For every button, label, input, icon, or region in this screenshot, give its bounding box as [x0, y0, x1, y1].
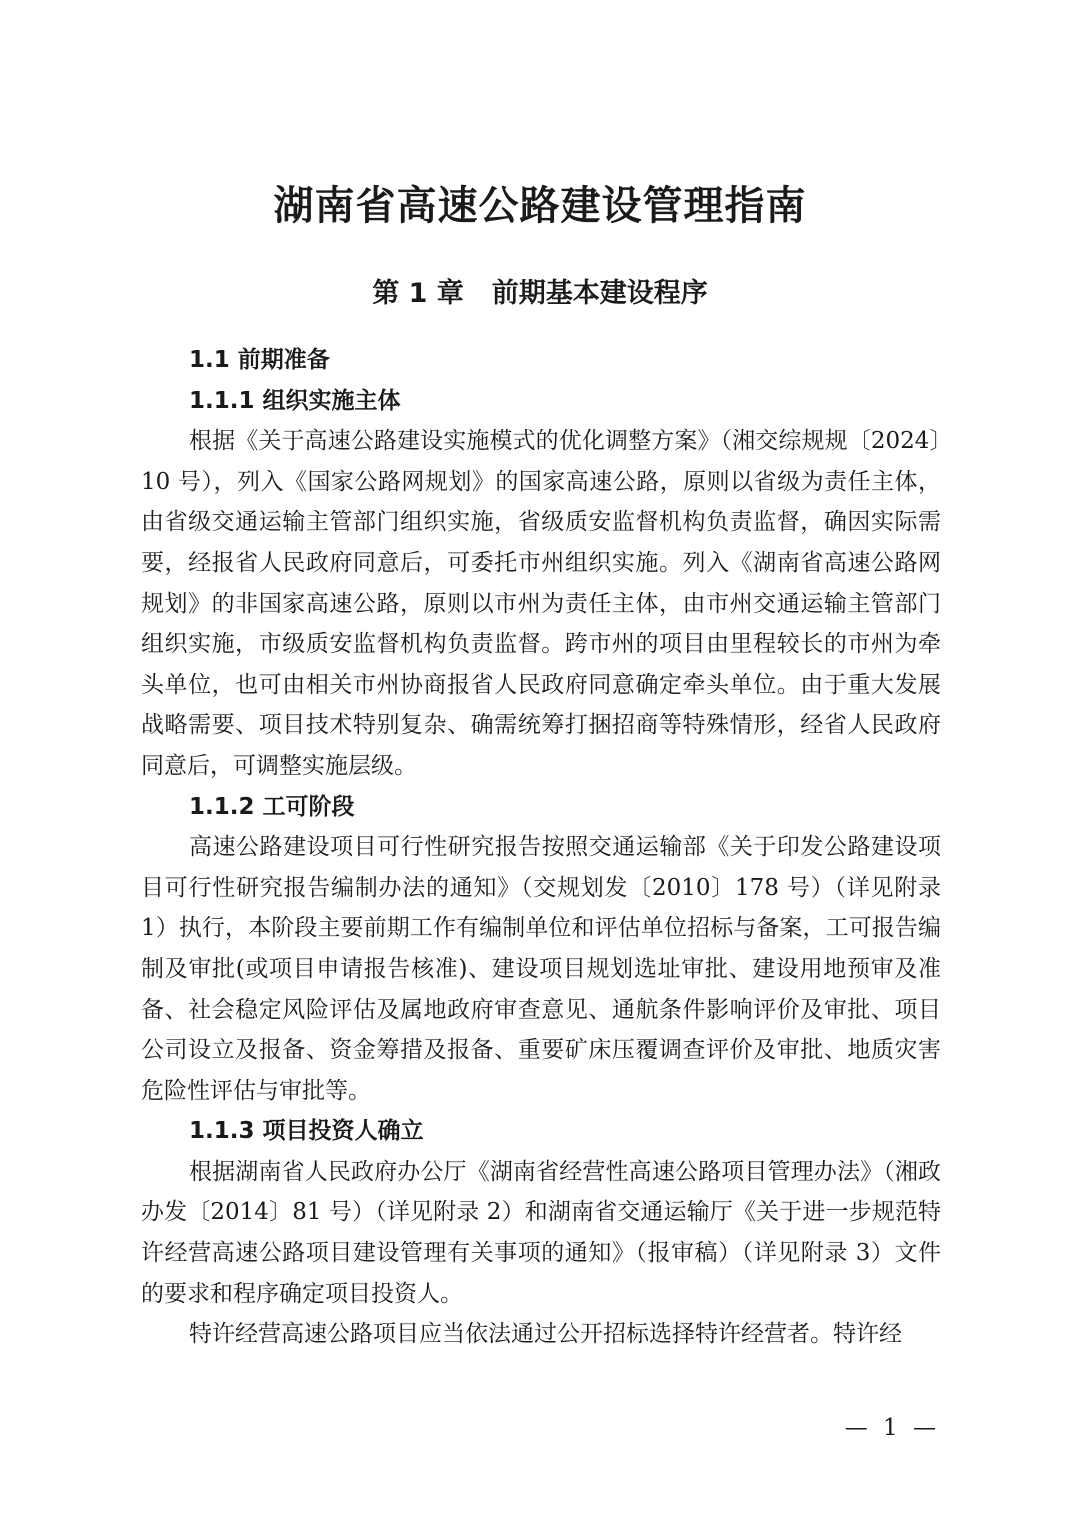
- chapter-heading: [0, 272, 1080, 316]
- document-title: 湖南省高速公路建设管理指南: [273, 183, 807, 229]
- paragraph-franchise: 特许经营高速公路项目应当依法通过公开招标选择特许经营者。特许经: [189, 1321, 902, 1348]
- paragraph-organization-subject: 根据《关于高速公路建设实施模式的优化调整方案》（湘交综规规〔2024〕10 号），列入《国家公路网规划》的国家高速公路，原则以省级为责任主体，由省级交通运输主管部门组织实施，省级质安监督机构负责监督，确因实际需要，经报省人民政府同意后，可委托市州组织实施。列入《湖南省高速公路网规划》的非国家高速公路，原则以市州为责任主体，由市州交通运输主管部门组织实施，市级质安监督机构负责监督。跨市州的项目由里程较长的市州为牵头单位，也可由相关市州协商报省人民政府同意确定牵头单位。由于重大发展战略需要、项目技术特别复杂、确需统筹打捆招商等特殊情形，经省人民政府同意后，可调整实施层级。: [141, 428, 941, 779]
- paragraph-feasibility-stage: 高速公路建设项目可行性研究报告按照交通运输部《关于印发公路建设项目可行性研究报告编制办法的通知》（交规划发〔2010〕178 号）（详见附录 1）执行，本阶段主要前期工作有编制单位和评估单位招标与备案，工可报告编制及审批(或项目申请报告核准)、建设项目规划选址审批、建设用地预审及准备、社会稳定风险评估及属地政府审查意见、通航条件影响评价及审批、项目公司设立及报备、资金筹措及报备、重要矿床压覆调查评价及审批、地质灾害危险性评估与审批等。: [141, 834, 941, 1104]
- document-body: [141, 340, 941, 1355]
- page-number: — 1 —: [844, 1415, 940, 1441]
- section-heading-1-1-1: 1.1.1 组织实施主体: [189, 387, 401, 414]
- chapter-number: 第 1 章: [372, 278, 464, 309]
- chapter-title: 前期基本建设程序: [491, 278, 708, 309]
- paragraph-investor-determination: 根据湖南省人民政府办公厅《湖南省经营性高速公路项目管理办法》（湘政办发〔2014〕81 号）（详见附录 2）和湖南省交通运输厅《关于进一步规范特许经营高速公路项目建设管理有关事项的通知》（报审稿）（详见附录 3）文件的要求和程序确定项目投资人。: [141, 1158, 941, 1307]
- section-heading-1-1: 1.1 前期准备: [189, 347, 330, 373]
- section-heading-1-1-2: 1.1.2 工可阶段: [189, 793, 355, 820]
- section-heading-1-1-3: 1.1.3 项目投资人确立: [189, 1118, 424, 1145]
